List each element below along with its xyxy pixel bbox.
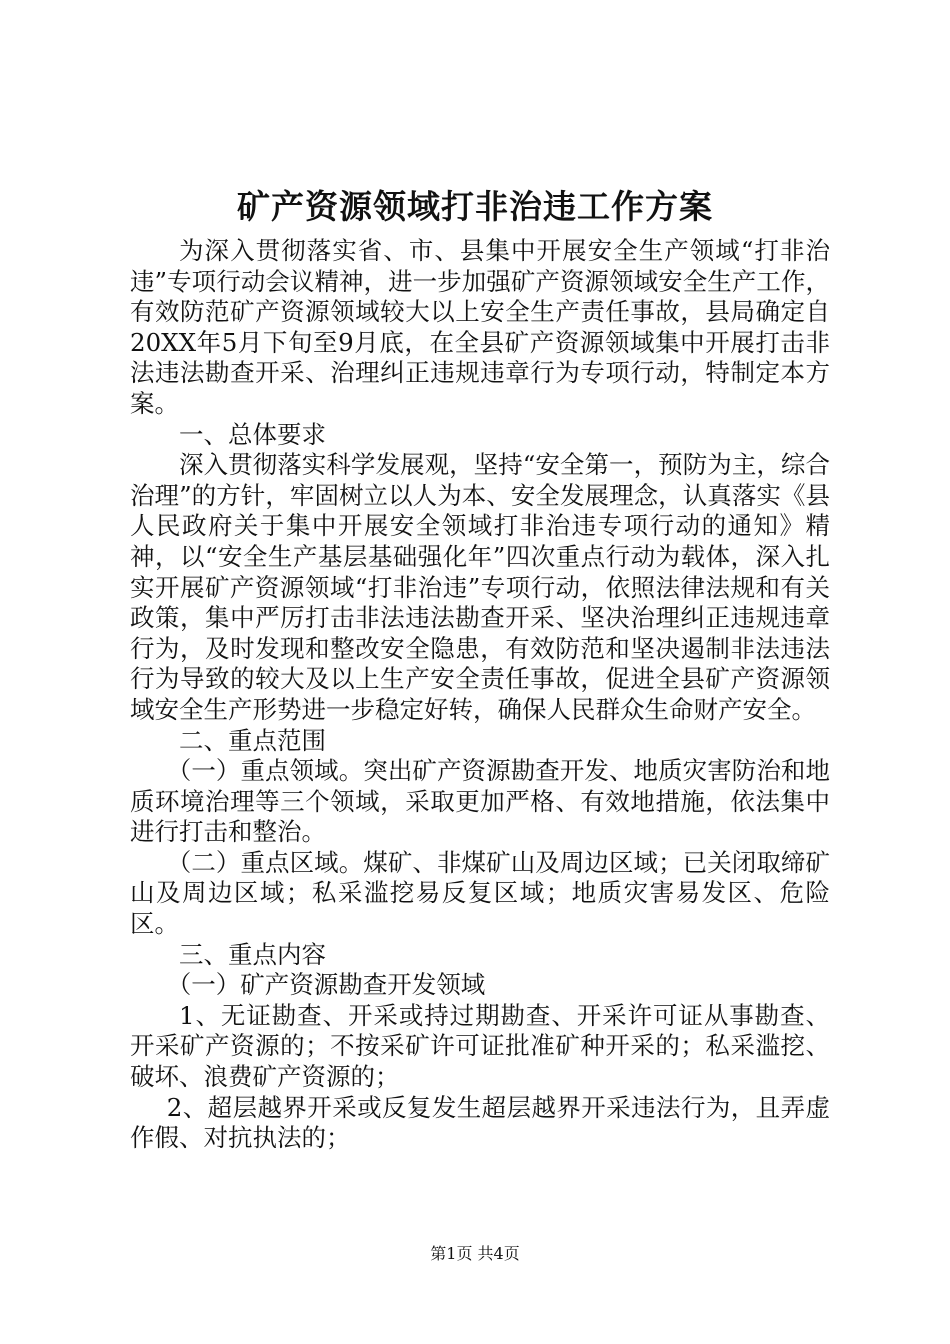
list-item-1: 1、无证勘查、开采或持过期勘查、开采许可证从事勘查、开采矿产资源的；不按采矿许可证批准矿种开采的；私采滥挖、破坏、浪费矿产资源的； — [130, 1000, 830, 1092]
document-title: 矿产资源领域打非治违工作方案 — [237, 187, 713, 226]
subsection-heading-1: （一）矿产资源勘查开发领域 — [166, 970, 486, 1000]
document-body — [130, 236, 830, 1154]
key-areas-paragraph: （二）重点区域。煤矿、非煤矿山及周边区域；已关闭取缔矿山及周边区域；私采滥挖易反复区域；地质灾害易发区、危险区。 — [130, 847, 830, 939]
section-heading-2: 二、重点范围 — [179, 725, 326, 755]
section-heading-1: 一、总体要求 — [179, 419, 326, 449]
key-fields-paragraph: （一）重点领域。突出矿产资源勘查开发、地质灾害防治和地质环境治理等三个领域，采取更加严格、有效地措施，依法集中进行打击和整治。 — [130, 756, 830, 847]
section-heading-3: 三、重点内容 — [179, 939, 326, 969]
general-requirements-paragraph: 深入贯彻落实科学发展观，坚持“安全第一，预防为主，综合治理”的方针，牢固树立以人为本、安全发展理念，认真落实《县人民政府关于集中开展安全领域打非治违专项行动的通知》精神，以“安全生产基层基础强化年”四次重点行动为载体，深入扎实开展矿产资源领域“打非治违”专项行动，依照法律法规和有关政策，集中严厉打击非法违法勘查开采、坚决治理纠正违规违章行为，及时发现和整改安全隐患，有效防范和坚决遏制非法违法行为导致的较大及以上生产安全责任事故，促进全县矿产资源领域安全生产形势进一步稳定好转，确保人民群众生命财产安全。 — [130, 450, 830, 724]
intro-paragraph: 为深入贯彻落实省、市、县集中开展安全生产领域“打非治违”专项行动会议精神，进一步加强矿产资源领域安全生产工作，有效防范矿产资源领域较大以上安全生产责任事故，县局确定自20XX年5月下旬至9月底，在全县矿产资源领域集中开展打击非法违法勘查开采、治理纠正违规违章行为专项行动，特制定本方案。 — [130, 236, 830, 418]
list-item-2: 2、超层越界开采或反复发生超层越界开采违法行为，且弄虚作假、对抗执法的； — [130, 1092, 830, 1153]
page-footer: 第1页 共4页 — [430, 1244, 520, 1263]
